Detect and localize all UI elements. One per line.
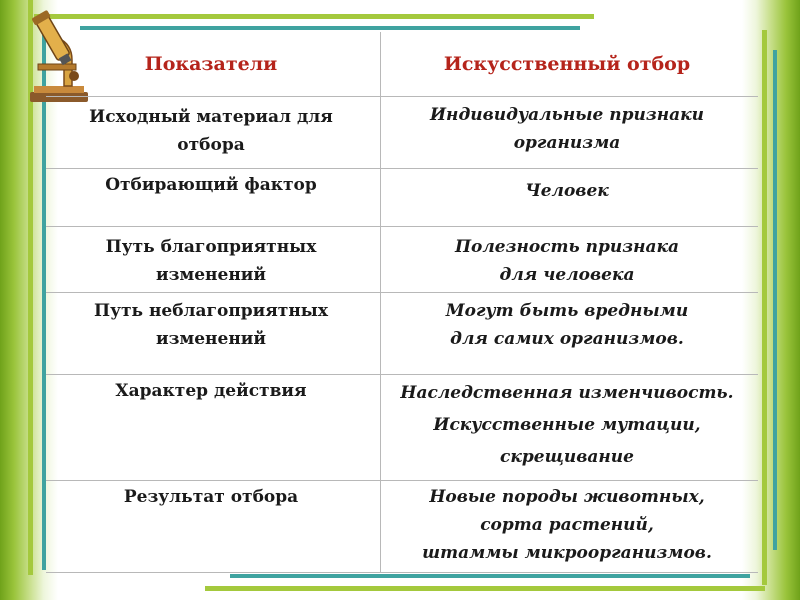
table-row: [46, 226, 758, 292]
header-artificial-selection: Искусственный отбор: [376, 32, 758, 96]
table-row: [46, 374, 758, 480]
decor-line-bottom-teal: [230, 574, 750, 578]
row-indicator-cell: Исходный материал для отбора: [46, 96, 376, 168]
decor-line-bottom-green: [205, 586, 765, 591]
decor-line-top-green: [34, 14, 594, 19]
row-artificial-cell: Человек: [376, 168, 758, 226]
decor-line-right-teal: [773, 50, 777, 550]
row-indicator-cell: Результат отбора: [46, 480, 376, 572]
row-indicator-cell: Отбирающий фактор: [46, 168, 376, 226]
row-indicator-cell: Путь благоприятных изменений: [46, 226, 376, 292]
table-row: [46, 480, 758, 572]
row-artificial-cell: Полезность признака для человека: [376, 226, 758, 292]
row-artificial-cell: Индивидуальные признаки организма: [376, 96, 758, 168]
header-indicators: Показатели: [46, 32, 376, 96]
decor-line-right-green: [762, 30, 767, 585]
row-indicator-cell: Путь неблагоприятных изменений: [46, 292, 376, 374]
row-artificial-cell: Новые породы животных, сорта растений, штаммы микроорганизмов.: [376, 480, 758, 572]
row-artificial-cell: Могут быть вредными для самих организмов.: [376, 292, 758, 374]
row-artificial-cell: Наследственная изменчивость. Искусственные мутации, скрещивание: [376, 374, 758, 480]
row-indicator-cell: Характер действия: [46, 374, 376, 480]
decor-line-top-teal: [80, 26, 580, 30]
table-row: [46, 168, 758, 226]
comparison-table: [46, 32, 758, 573]
table-row: [46, 96, 758, 168]
table-row: [46, 292, 758, 374]
